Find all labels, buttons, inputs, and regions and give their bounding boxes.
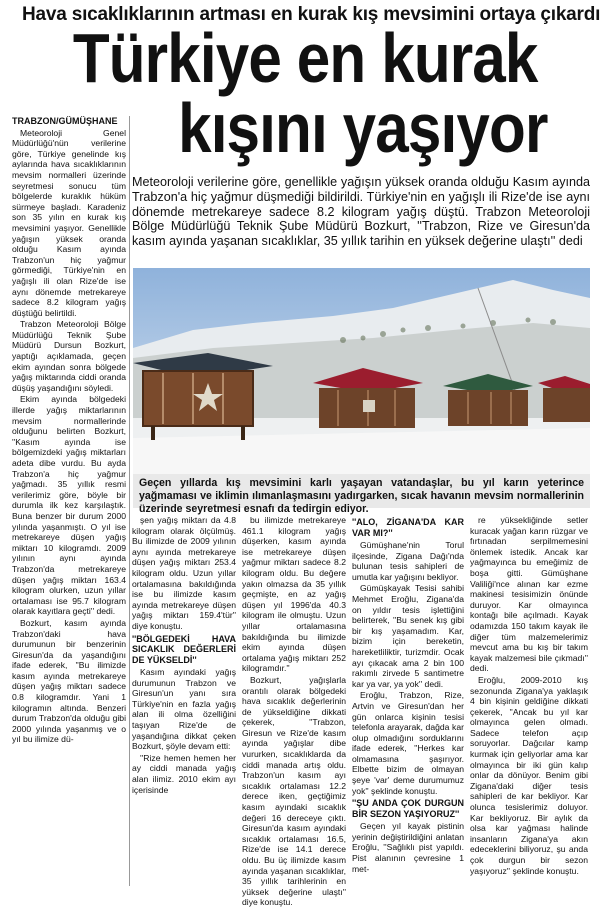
headline-line-1-text: Türkiye en kurak xyxy=(72,19,538,97)
photo-snowy-chalets xyxy=(133,268,590,474)
headline-line-2 xyxy=(138,89,588,167)
photo-illustration xyxy=(133,268,590,474)
photo-caption: Geçen yıllarda kış mevsimini karlı yaşayan vatandaşlar, bu yıl karın yeterince yağmaması ve iklimin ılımanlaşmasını yadırgarken, sıcak havanın mevsim normallerinin üzerinde seyretmesi esnafı da tedirgin ediyor. xyxy=(133,474,590,508)
column-divider xyxy=(129,116,130,886)
paragraph: şen yağış miktarı da 4.8 kilogram olarak ölçülmüş. Bu ilimizde de 2009 yılının aynı ayında metrekareye düşen yağış miktarı 253.4 kilogram oldu. Uzun yıllar ortalamasına bakıldığında ise bu ilimizde kasım ayında metrekareye düşen yağış miktarı 159.4'tür'' diye konuştu. xyxy=(132,515,236,631)
article-column-5 xyxy=(470,515,588,886)
article-column-3 xyxy=(242,515,346,908)
paragraph: Ekim ayında bölgedeki illerde yağış miktarlarının mevsim normallerinde olduğunu belirten Bozkurt, ''Kasım ayında ise bölgemizdeki yağış miktarları adeta dibe vurdu. Bu ayda Trabzon'a hiç yağmur yağmadı. 35 yıllık resmi verilerimiz göre, böyle bir durumla ilk kez karşılaştık. Buna benzer bir durum 2000 yılında yaşanmıştı. O yıl ise metrekareye düşen yağış miktarı 10 kilogramdı. 2009 yılının aynı ayında Trabzon'da metrekareye düşen yağış miktarı 163.4 kilogram olurken, uzun yıllar ortalaması ise 95.7 kilogram olarak kayıtlara geçti'' dedi. xyxy=(12,394,126,617)
paragraph: Meteoroloji Genel Müdürlüğü'nün verilerine göre, Türkiye genelinde kış aylarında hava sıcaklıklarının mevsim normalleri üzerinde seyretmesi sonucu tüm bölgelerde kuraklık hüküm sürmeye başladı. Karadeniz son 35 yılın en kurak kış mevsimini yaşıyor. Genellikle yağışın yüksek oranda olduğu Kasım ayında Trabzon'un hiç yağmur görmediği, Türkiye'nin en yağışlı ili olan Rize'de ise aynı dönemde metrekareye sadece 8.2 kilogram yağış düştüğü belirtildi. xyxy=(12,127,126,318)
paragraph: Bozkurt, kasım ayında Trabzon'daki hava durumunun bir benzerinin Giresun'da da yaşandığını ifade ederek, ''Bu ilimizde kasım ayında metrekareye düşen yağış miktarı sadece 0.8 kilogramdır. Yani 1 kilogramın altında. Benzeri durum Trabzon'da olduğu gibi 2000 yılında yaşanmış ve o yıl bu ilimize dü- xyxy=(12,617,126,745)
paragraph: Eroğlu, Trabzon, Rize, Artvin ve Giresun'dan her gün onlarca kişinin tesisi telefonla arayarak, dağda kar olup olmadığını sorduklarını ifade ederek, ''Herkes kar olmamasına şaşırıyor. Elbette bizim de olmayan şeye 'var' deme durumumuz yok'' şeklinde konuştu. xyxy=(352,690,464,796)
paragraph: Kasım ayındaki yağış durumunun Trabzon ve Giresun'un yanı sıra Türkiye'nin en fazla yağış alan ili olma özelliğini taşıyan Rize'de de yaşandığına dikkat çeken Bozkurt, şöyle devam etti: xyxy=(132,667,236,752)
article-column-2 xyxy=(132,515,236,886)
subheading: ''ALO, ZİGANA'DA KAR VAR MI?'' xyxy=(352,517,464,538)
chalet-1 xyxy=(133,353,273,440)
article-column-4 xyxy=(352,515,464,886)
paragraph: Eroğlu, 2009-2010 kış sezonunda Zigana'ya yaklaşık 4 bin kişinin geldiğine dikkati çekerek, ''Ancak bu yıl kar olmayınca gelen olmadı. Sadece telefon açıp soruyorlar. Dağcılar kamp kurmak için geliyorlar ama kar olmayınca bir iki gün kalıp onlar da dönüyor. Benim gibi Zigana'daki diğer tesis sahipleri de kar bekliyor. Kar olunca tesislerimiz doluyor. Kar bekliyoruz. Bir aylık da olsa kar yağması halinde insanların Zigana'ya akın edeceklerini biliyoruz, şu anda çok durgun bir sezon yaşıyoruz'' şeklinde konuştu. xyxy=(470,674,588,876)
paragraph: Gümüşhane'nin Torul ilçesinde, Zigana Dağı'nda bulunan tesis sahipleri de umutla kar yağışını bekliyor. xyxy=(352,540,464,582)
paragraph: Geçen yıl kayak pistinin yerinin değiştirildiğini anlatan Eroğlu, ''Sağlıklı pist yapıldı. Pist alanının çevresine 1 met- xyxy=(352,821,464,874)
subheading: ''ŞU ANDA ÇOK DURGUN BİR SEZON YAŞIYORUZ'' xyxy=(352,798,464,819)
paragraph: bu ilimizde metrekareye 461.1 kilogram yağış düşerken, kasım ayında ise metrekareye düşen yağmur miktarı sadece 8.2 kilogram oldu. Bu değere yakın olmazsa da 35 yıllık geçmişte, en az yağış düşen yıl 1996'da 40.3 kilogram ile olmuştu. Uzun yıllar ortalamasına bakıldığında bu ilimizde ekim ayında düşen ortalama yağış miktarı 252 kilogramdır.'' xyxy=(242,515,346,674)
paragraph: Bozkurt, yağışlarla orantılı olarak bölgedeki hava sıcaklık değerlerinin de yükseldiğine dikkati çekerek, ''Trabzon, Giresun ve Rize'de kasım ayında yağışlar dibe vururken, sıcaklıklarda da ciddi manada artış oldu. Trabzon'un kasım ayı sıcaklık ortalaması 12.2 derece iken, geçtiğimiz kasım ayındaki sıcaklık değeri 16 dereceye çıktı. Giresun'da kasım ayındaki sıcaklık ortalaması 16.5, Rize'de ise 14.1 derece oldu. Bu üç ilimizde kasım ayında yaşanan sıcaklıklar, 35 yıllık tarihlerinin en yüksek değerine ulaştı'' diye konuştu. xyxy=(242,674,346,908)
headline-line-2-text: kışını yaşıyor xyxy=(178,89,548,167)
chalet-4 xyxy=(538,376,590,422)
headline-line-1 xyxy=(20,19,590,97)
dateline: TRABZON/GÜMÜŞHANE xyxy=(12,116,118,126)
lead-paragraph: Meteoroloji verilerine göre, genellikle yağışın yüksek oranda olduğu Kasım ayında Trabzon'a hiç yağmur düşmediği bildirildi. Türkiye'nin en yağışlı ili Rize'de ise aynı dönemde metrekareye sadece 8.2 kilogram yağış düştü. Trabzon Meteoroloji Bölge Müdürlüğü Teknik Şube Müdürü Bozkurt, ''Trabzon, Rize ve Giresun'da kasım ayında yaşanan sıcaklıklar, 35 yıllık tarihin en yüksek değerine ulaştı'' dedi xyxy=(132,175,590,249)
subheading: ''BÖLGEDEKİ HAVA SICAKLIK DEĞERLERİ DE YÜKSELDİ'' xyxy=(132,633,236,665)
article-column-1 xyxy=(12,116,126,886)
paragraph: ''Rize hemen hemen her ay ciddi manada yağış alan ilimiz. 2010 ekim ayı içerisinde xyxy=(132,752,236,795)
kicker: Hava sıcaklıklarının artması en kurak kış mevsimini ortaya çıkardı xyxy=(22,4,600,25)
paragraph: Gümüşkayak Tesisi sahibi Mehmet Eroğlu, Zigana'da on yıldır tesis işlettiğini belirterek, ''Bu senek kış gibi bir kış yaşamadım. Kar, bizim için bereketin, hareketliliktir, turizmdir. Ocak ayı çıkacak ama 2 bin 100 rakımlı zirvede 5 santimetre kar ya var, ya yok'' dedi. xyxy=(352,583,464,689)
paragraph: Trabzon Meteoroloji Bölge Müdürlüğü Teknik Şube Müdürü Dursun Bozkurt, yaptığı açıklamada, geçen ekim ayından sonra bölgede yağış miktarında ciddi oranda düşüş yaşandığını söyledi. xyxy=(12,319,126,393)
paragraph: re yüksekliğinde setler kuracak yağan karın rüzgar ve fırtınadan serpilmemesini önlemek istedik. Ancak kar yağmayınca bu emeğimiz de boşa gitti. Gümüşhane Valiliği'nce alınan kar ezme makinesi tesisimizin önünde duruyor. Kar olmayınca kontağı bile açılmadı. Kayak odamızda 150 takım kayak ile diğer tüm malzemelerimiz mevcut ama bu kış bir takım kayak malzemesi bile çıkmadı'' dedi. xyxy=(470,515,588,674)
